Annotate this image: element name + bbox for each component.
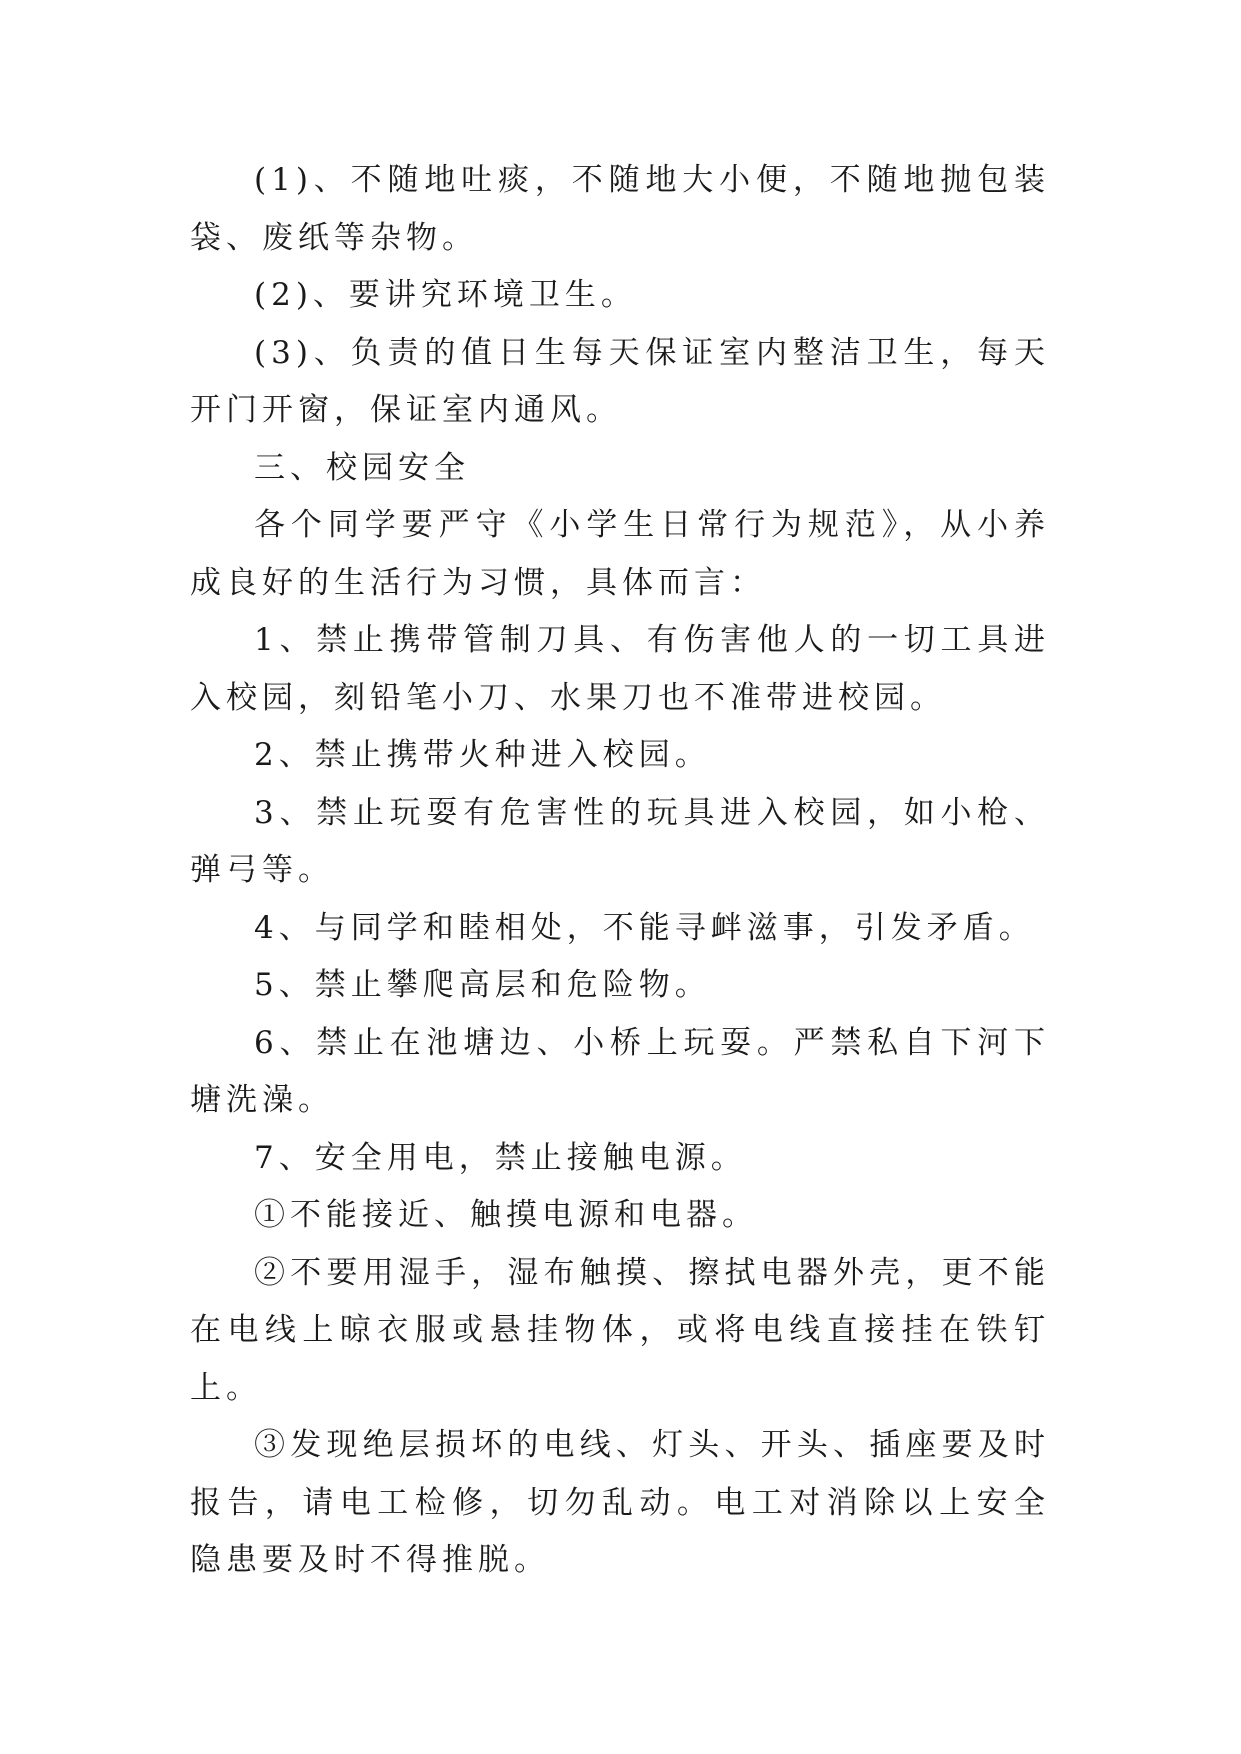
paragraph-rule-2: 2、禁止携带火种进入校园。 xyxy=(254,737,711,773)
paragraph-electric-2: ②不要用湿手，湿布触摸、擦拭电器外壳，更不能在电线上晾衣服或悬挂物体，或将电线直接挂在铁钉上。 xyxy=(190,1254,1050,1406)
paragraph-electric-1: ①不能接近、触摸电源和电器。 xyxy=(254,1197,758,1233)
section-heading-campus-safety: 三、校园安全 xyxy=(254,449,470,486)
document-body xyxy=(190,152,1050,1590)
paragraph-rule-6: 6、禁止在池塘边、小桥上玩耍。严禁私自下河下塘洗澡。 xyxy=(190,1024,1050,1118)
paragraph-rule-4: 4、与同学和睦相处，不能寻衅滋事，引发矛盾。 xyxy=(254,909,1035,946)
paragraph-rule-7: 7、安全用电，禁止接触电源。 xyxy=(254,1139,747,1176)
paragraph-hygiene-1: (1)、不随地吐痰，不随地大小便，不随地抛包装袋、废纸等杂物。 xyxy=(190,162,1050,256)
paragraph-rule-5: 5、禁止攀爬高层和危险物。 xyxy=(254,967,711,1003)
paragraph-electric-3: ③发现绝层损坏的电线、灯头、开头、插座要及时报告，请电工检修，切勿乱动。电工对消除以上安全隐患要及时不得推脱。 xyxy=(190,1427,1050,1578)
paragraph-intro: 各个同学要严守《小学生日常行为规范》，从小养成良好的生活行为习惯，具体而言： xyxy=(190,507,1050,601)
paragraph-hygiene-3: (3)、负责的值日生每天保证室内整洁卫生，每天开门开窗，保证室内通风。 xyxy=(190,334,1050,428)
paragraph-rule-1: 1、禁止携带管制刀具、有伤害他人的一切工具进入校园，刻铅笔小刀、水果刀也不准带进校园。 xyxy=(190,622,1050,716)
paragraph-hygiene-2: (2)、要讲究环境卫生。 xyxy=(254,277,637,313)
paragraph-rule-3: 3、禁止玩耍有危害性的玩具进入校园，如小枪、弹弓等。 xyxy=(190,794,1050,888)
